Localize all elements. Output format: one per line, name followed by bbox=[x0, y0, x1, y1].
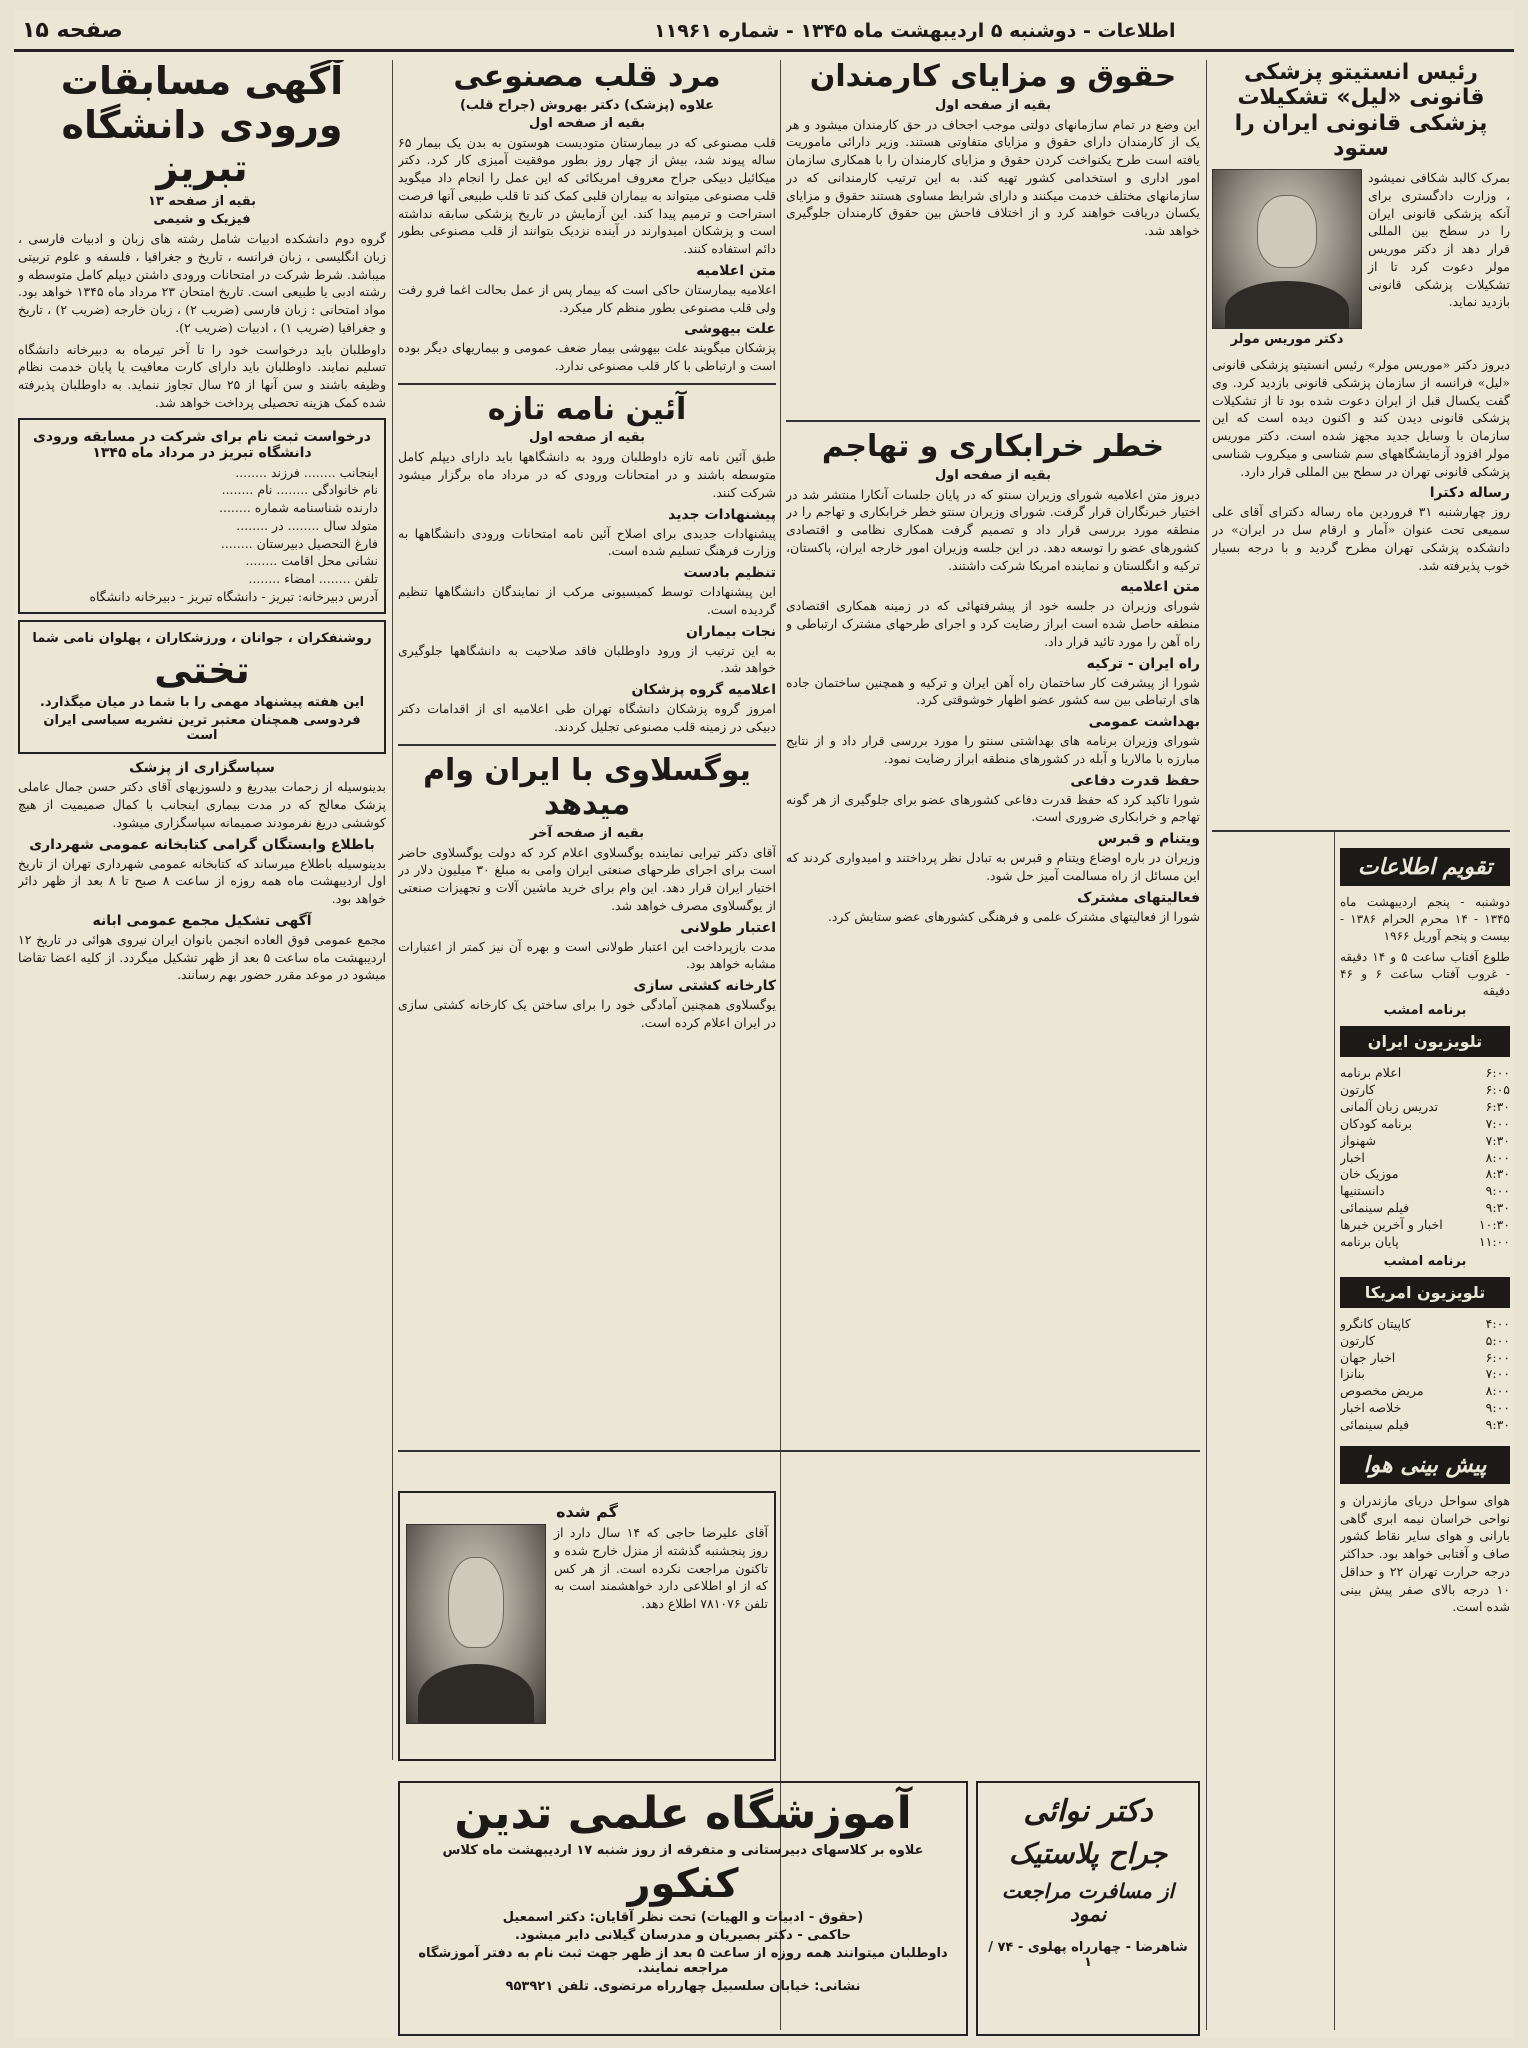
takhti-ad bbox=[18, 620, 386, 755]
byline: علاوه (پزشک) دکتر بهروش (جراح قلب) bbox=[459, 97, 715, 113]
notice-body: مجمع عمومی فوق العاده انجمن بانوان ایران نیروی هوائی در تاریخ ۱۲ اردیبهشت ماه ساعت ۵ بعد از ظهر تشکیل میگردد. از کلیه اعضا تقاضا میشود در موعد مقرر حضور بهم رسانند. bbox=[18, 931, 386, 983]
schedule-row bbox=[1340, 1116, 1510, 1133]
column-rule bbox=[1206, 60, 1207, 2030]
schedule-program: موزیک خان bbox=[1340, 1166, 1399, 1182]
schedule-row bbox=[1340, 1350, 1510, 1367]
konkur-line: (حقوق - ادبیات و الهیات) تحت نظر آقایان: دکتر اسمعیل bbox=[502, 1909, 864, 1925]
konkur-title: کنکور bbox=[627, 1860, 739, 1907]
article-body: یوگسلاوی همچنین آمادگی خود را برای ساختن یک کارخانه کشتی سازی در ایران اعلام کرده است. bbox=[398, 997, 776, 1030]
schedule-time: ۹:۳۰ bbox=[1485, 1200, 1510, 1216]
doctor-address: شاهرضا - چهارراه پهلوی - ۷۴ / ۱ bbox=[988, 1939, 1188, 1970]
article-body: قلب مصنوعی که در بیمارستان متودیست هوستون به بدن یک بیمار ۶۵ ساله پیوند شد، بیش از چهار روز بطور موفقیت آمیزی کار کرد. دکتر میکائیل دبیکی جراح معروف امریکائی که این عمل را انجام داد میگوید قلب مصنوعی میتواند به بیماران قلبی کمک کند تا قلب طبیعی آنها فرصت استراحت و ترمیم پیدا کند. این آزمایش در تاریخ پزشکی سابقه نداشته است و پزشکان امیدوارند در آینده نزدیک بتوانند از قلب مصنوعی بطور دائم استفاده کنند. bbox=[398, 134, 776, 256]
doctor-name: دکتر نوائی bbox=[1023, 1794, 1153, 1829]
article-body: امروز گروه پزشکان دانشگاه تهران طی اعلامیه ای از اقدامات دکتر دبیکی در زمینه قلب مصنوعی تجلیل کردند. bbox=[398, 701, 776, 734]
section-heading: رساله دکترا bbox=[1429, 485, 1510, 502]
photo-caption: دکتر موریس مولر bbox=[1230, 332, 1344, 348]
article-medical-institute bbox=[1212, 60, 1510, 860]
schedule-time: ۹:۰۰ bbox=[1485, 1183, 1510, 1199]
section-heading: سپاسگزاری از پزشک bbox=[129, 760, 275, 777]
article-body: وزیران در باره اوضاع ویتنام و قبرس به تبادل نظر پرداختند و امیدواری کردند که این مسائل از راه مسالمت آمیز حل شود. bbox=[786, 850, 1200, 883]
section-divider bbox=[786, 420, 1200, 422]
section-heading: بهداشت عمومی bbox=[1088, 714, 1200, 730]
masthead bbox=[14, 10, 1514, 52]
article-body: روز چهارشنبه ۳۱ فروردین ماه رساله دکترای آقای علی سمیعی تحت عنوان «آمار و ارقام سل در ایران» در دانشکده پزشکی تهران مطرح گردید و با درجه بسیار خوب پذیرفته شد. bbox=[1212, 504, 1510, 573]
schedule-time: ۶:۰۰ bbox=[1485, 1065, 1510, 1081]
continued-note: بقیه از صفحه اول bbox=[935, 97, 1051, 113]
lost-heading: گم شده bbox=[556, 1502, 618, 1521]
school-ad bbox=[398, 1781, 968, 2036]
section-heading: نجات بیماران bbox=[686, 623, 776, 640]
school-address: نشانی: خیابان سلسبیل چهارراه مرتضوی. تلفن ۹۵۳۹۲۱ bbox=[505, 1978, 861, 1994]
doctor-return: از مسافرت مراجعت نمود bbox=[1001, 1878, 1175, 1926]
section-divider bbox=[398, 383, 776, 385]
date-line: اطلاعات - دوشنبه ۵ اردیبهشت ماه ۱۳۴۵ - شماره ۱۱۹۶۱ bbox=[654, 20, 1176, 42]
schedule-program: کارتون bbox=[1340, 1082, 1375, 1098]
school-line: علاوه بر کلاسهای دبیرستانی و متفرقه از روز شنبه ۱۷ اردیبهشت ماه کلاس bbox=[442, 1842, 924, 1858]
section-heading: آگهی تشکیل مجمع عمومی ابانه bbox=[92, 912, 312, 929]
article-body: این وضع در تمام سازمانهای دولتی موجب اجحاف در حق کارمندان میشود و هر یک از کارمندان دارای حقوق و مزایای متفاوتی هستند. وزیر دارائی ماموریت یافته است طرح یکنواخت کردن حقوق و مزایای کارمندان را با همکاری سازمان امور اداری و استخدامی کشور تهیه کند. به این ترتیب کارمندانی که در سازمانهای مختلف خدمت میکنند و دارای شرایط مساوی هستند حقوق و مزایای یکسان دریافت خواهند کرد و از اختلاف فاحش بین حقوق کارمندان جلوگیری خواهد شد. bbox=[786, 116, 1200, 238]
continued-note: بقیه از صفحه آخر bbox=[529, 825, 645, 841]
tv-iran-label: تلویزیون ایران bbox=[1340, 1026, 1510, 1057]
article-salaries bbox=[786, 60, 1200, 460]
article-body: به این ترتیب از ورود داوطلبان فاقد صلاحیت به دانشگاهها جلوگیری خواهد شد. bbox=[398, 642, 776, 676]
continued-note: بقیه از صفحه اول bbox=[935, 467, 1051, 483]
form-line: اینجانب ........ فرزند ........ bbox=[235, 464, 378, 480]
lost-notice bbox=[398, 1485, 776, 1770]
schedule-row bbox=[1340, 1333, 1510, 1350]
section-heading: متن اعلامیه bbox=[1120, 579, 1200, 596]
ad-headline: آگهی مسابقات ورودی دانشگاه تبریز bbox=[60, 60, 344, 191]
article-body: شورا تاکید کرد که حفظ قدرت دفاعی کشورهای عضو برای جلوگیری از هر گونه تهاجم و خرابکاری ضروری است. bbox=[786, 791, 1200, 825]
article-body: این پیشنهادات توسط کمیسیونی مرکب از نمایندگان دانشگاهها تنظیم گردیده است. bbox=[398, 584, 776, 617]
schedule-program: کاپیتان کانگرو bbox=[1340, 1315, 1411, 1331]
schedule-program: پایان برنامه bbox=[1340, 1233, 1399, 1249]
weather-title: پیش بینی هوا bbox=[1340, 1446, 1510, 1484]
section-heading: حفظ قدرت دفاعی bbox=[1070, 772, 1200, 789]
schedule-row bbox=[1340, 1383, 1510, 1400]
schedule-row bbox=[1340, 1200, 1510, 1217]
schedule-time: ۶:۰۵ bbox=[1485, 1082, 1510, 1098]
schedule-program: فیلم سینمائی bbox=[1340, 1200, 1410, 1216]
ad-subhead: فیزیک و شیمی bbox=[153, 212, 251, 228]
doctor-title: جراح پلاستیک bbox=[1008, 1836, 1168, 1870]
schedule-row bbox=[1340, 1217, 1510, 1234]
form-line: نشانی محل اقامت ........ bbox=[245, 553, 378, 569]
schedule-row bbox=[1340, 1316, 1510, 1333]
section-heading: اعتبار طولانی bbox=[680, 919, 776, 936]
schedule-program: تدریس زبان آلمانی bbox=[1340, 1098, 1439, 1114]
article-body: شورا از پیشرفت کار ساختمان راه آهن ایران و ترکیه و همچنین ساختمان جاده های ارتباطی بین سه کشور عضو اظهار خوشوقتی کرد. bbox=[786, 674, 1200, 708]
form-note: آدرس دبیرخانه: تبریز - دانشگاه تبریز - دبیرخانه دانشگاه bbox=[89, 588, 378, 604]
section-divider bbox=[398, 744, 776, 746]
schedule-program: اعلام برنامه bbox=[1340, 1065, 1402, 1081]
schedule-row bbox=[1340, 1366, 1510, 1383]
section-divider bbox=[1212, 830, 1510, 832]
schedule-time: ۷:۰۰ bbox=[1485, 1115, 1510, 1131]
lost-body: آقای علیرضا حاجی که ۱۴ سال دارد از روز پنجشنبه گذشته از منزل خارج شده و تاکنون مراجعت نکرده است. از هر کس که از او اطلاعی دارد خواهشمند است به تلفن ۷۸۱۰۷۶ اطلاع دهد. bbox=[554, 1525, 768, 1611]
schedule-box bbox=[1340, 840, 1510, 2030]
schedule-row bbox=[1340, 1417, 1510, 1434]
schedule-row bbox=[1340, 1133, 1510, 1150]
form-line: فارغ التحصیل دبیرستان ........ bbox=[220, 535, 378, 551]
weather-body: هوای سواحل دریای مازندران و نواحی خراسان نیمه ابری گاهی بارانی و هوای سایر نقاط کشور صاف و آفتابی خواهد بود. حداکثر درجه حرارت تهران ۲۲ و حداقل ۱۰ درجه بالای صفر پیش بینی شده است. bbox=[1340, 1492, 1510, 1615]
registration-form bbox=[18, 418, 386, 614]
schedule-program: فیلم سینمائی bbox=[1340, 1417, 1410, 1433]
schedule-row bbox=[1340, 1082, 1510, 1099]
schedule-program: بنانزا bbox=[1340, 1366, 1365, 1382]
schedule-program: اخبار bbox=[1340, 1149, 1365, 1165]
article-body: شورا از فعالیتهای مشترک علمی و فرهنگی کشورهای عضو ستایش کرد. bbox=[827, 908, 1200, 924]
article-body: شورای وزیران در جلسه خود از پیشرفتهائی که در زمینه همکاری اقتصادی منطقه حاصل شده است ابراز رضایت کرد و اجرای طرحهای مشترک ارتباطی و راه آهن را مورد تائید قرار داد. bbox=[786, 598, 1200, 649]
article-headline: حقوق و مزایای کارمندان bbox=[809, 60, 1177, 94]
schedule-row bbox=[1340, 1099, 1510, 1116]
continued-note: بقیه از صفحه اول bbox=[529, 430, 645, 446]
konkur-line: حاکمی - دکتر بصیریان و مدرسان گیلانی دایر میشود. bbox=[515, 1927, 851, 1943]
schedule-program: اخبار جهان bbox=[1340, 1349, 1396, 1365]
article-body: دیروز دکتر «موریس مولر» رئیس انستیتو پزشکی قانونی «لیل» فرانسه از سازمان پزشکی قانونی بازدید کرد. وی گفت یکسال قبل از ایران دعوت شده بود تا از تشکیلات پزشکی قانونی دیدن کند و اکنون دیده است که این سازمان با وسایل جدید مجهز شده است. دکتر موریس مولر افزود آزمایشگاههای سم شناسی و میکروب شناسی پزشکی قانونی تهران در سطح بین المللی قرار دارد. bbox=[1212, 357, 1510, 479]
article-body: پیشنهادات جدیدی برای اصلاح آئین نامه امتحانات ورودی دانشگاهها به وزارت فرهنگ تسلیم شده است. bbox=[398, 525, 776, 559]
takhti-title: تختی bbox=[154, 647, 250, 692]
schedule-times: طلوع آفتاب ساعت ۵ و ۱۴ دقیقه - غروب آفتاب ساعت ۶ و ۴۶ دقیقه bbox=[1340, 950, 1510, 999]
tv-america-label: تلویزیون امریکا bbox=[1340, 1277, 1510, 1308]
column-rule bbox=[1334, 830, 1335, 2030]
section-divider bbox=[398, 1450, 1200, 1452]
section-heading: تنظیم بادست bbox=[683, 565, 776, 581]
schedule-program: دانستنیها bbox=[1340, 1183, 1385, 1199]
schedule-time: ۵:۰۰ bbox=[1485, 1332, 1510, 1348]
tv-america-list bbox=[1340, 1316, 1510, 1434]
section-heading: متن اعلامیه bbox=[696, 262, 776, 279]
schedule-program: کارتون bbox=[1340, 1332, 1375, 1348]
article-body: پزشکان میگویند علت بیهوشی بیمار ضعف عمومی و بیماریهای دیگر بوده است و ارتباطی با کار قلب مصنوعی ندارد. bbox=[398, 340, 776, 373]
konkur-line: داوطلبان میتوانند همه روزه از ساعت ۵ بعد از ظهر جهت ثبت نام به دفتر آموزشگاه مراجعه نمایند. bbox=[418, 1945, 948, 1976]
section-heading: ویتنام و قبرس bbox=[1097, 831, 1200, 847]
schedule-date: دوشنبه - پنجم اردیبهشت ماه ۱۳۴۵ - ۱۴ محرم الحرام ۱۳۸۶ - بیست و پنجم آوریل ۱۹۶۶ bbox=[1340, 895, 1510, 944]
article-headline: رئیس انستیتو پزشکی قانونی «لیل» تشکیلات پزشکی قانونی ایران را ستود bbox=[1234, 60, 1488, 161]
schedule-time: ۶:۰۰ bbox=[1485, 1349, 1510, 1365]
notice-body: بدینوسیله باطلاع میرساند که کتابخانه عمومی شهرداری تهران از تاریخ اول اردیبهشت ماه همه روزه از ساعت ۸ صبح تا ۸ بعد از ظهر دائر خواهد بود. bbox=[18, 855, 386, 906]
article-body: مدت بازپرداخت این اعتبار طولانی است و بهره آن نیز کمتر از اعتبارات مشابه خواهد بود. bbox=[398, 938, 776, 972]
section-heading: فعالیتهای مشترک bbox=[1077, 889, 1200, 906]
schedule-program: اخبار و آخرین خبرها bbox=[1340, 1217, 1443, 1233]
form-line: نام خانوادگی ........ نام ........ bbox=[221, 482, 378, 498]
article-intro: بمرک کالبد شکافی نمیشود ، وزارت دادگستری برای آنکه پزشکی قانونی ایران را در سطح بین المللی قرار دهد از دکتر موریس مولر دعوت کرد تا از تشکیلات پزشکی قانونی بازدید نماید. bbox=[1368, 170, 1510, 310]
notice-body: بدینوسیله از زحمات بیدریغ و دلسوزیهای آقای دکتر حسن جمال عاملی پزشک معالج که در مدت بیماری اینجانب با کمال صمیمیت از هیچ کوششی دریغ نفرمودند صمیمانه سپاسگزاری میشود. bbox=[18, 779, 386, 830]
article-body: آقای دکتر تیرایی نماینده یوگسلاوی اعلام کرد که دولت یوگسلاوی حاضر است برای اجرای طرحهای صنعتی ایران وامی به مبلغ ۳۰ میلیون دلار در اختیار ایران قرار دهد. این وام برای خرید ماشین آلات و تجهیزات صنعتی از یوگسلاوی مصرف خواهد شد. bbox=[398, 844, 776, 913]
portrait-photo bbox=[1212, 169, 1362, 329]
article-artificial-heart bbox=[398, 60, 776, 1480]
article-body: اعلامیه بیمارستان حاکی است که بیمار پس از عمل بحالت اغما فرو رفت ولی قلب مصنوعی بطور منظم کار میکرد. bbox=[398, 281, 776, 315]
schedule-time: ۸:۳۰ bbox=[1485, 1166, 1510, 1182]
schedule-program: مریض مخصوص bbox=[1340, 1383, 1424, 1399]
schedule-row bbox=[1340, 1166, 1510, 1183]
form-line: تلفن ........ امضاء ........ bbox=[248, 571, 378, 587]
schedule-row bbox=[1340, 1400, 1510, 1417]
article-headline: خطر خرابکاری و تهاجم bbox=[821, 430, 1165, 464]
column-rule bbox=[392, 60, 393, 1760]
section-heading: باطلاع وابستگان گرامی کتابخانه عمومی شهرداری bbox=[29, 836, 375, 853]
article-body: طبق آئین نامه تازه داوطلبان ورود به دانشگاهها باید دارای دیپلم کامل متوسطه باشند و در امتحانات ورودی که در مرداد ماه برگزار میشود شرکت کنند. bbox=[398, 449, 776, 500]
section-heading: راه ایران - ترکیه bbox=[1086, 655, 1200, 672]
schedule-program: خلاصه اخبار bbox=[1340, 1400, 1402, 1416]
schedule-title: تقویم اطلاعات bbox=[1340, 848, 1510, 886]
article-headline: آئین نامه تازه bbox=[487, 391, 687, 427]
section-heading: اعلامیه گروه پزشکان bbox=[631, 682, 776, 698]
tabriz-university-ad bbox=[18, 60, 386, 1850]
schedule-program: شهنواز bbox=[1340, 1132, 1376, 1148]
schedule-time: ۸:۰۰ bbox=[1485, 1149, 1510, 1165]
schedule-program: برنامه کودکان bbox=[1340, 1115, 1412, 1131]
newspaper-page bbox=[14, 10, 1514, 2038]
schedule-time: ۷:۰۰ bbox=[1485, 1366, 1510, 1382]
schedule-subtitle: برنامه امشب bbox=[1383, 1253, 1467, 1269]
form-title: درخواست ثبت نام برای شرکت در مسابقه ورودی دانشگاه تبریز در مرداد ماه ۱۳۴۵ bbox=[33, 428, 371, 461]
section-heading: علت بیهوشی bbox=[684, 321, 776, 338]
schedule-row bbox=[1340, 1234, 1510, 1251]
form-lines bbox=[26, 464, 378, 588]
doctor-ad bbox=[976, 1781, 1200, 2036]
takhti-subline: فردوسی همچنان معتبر ترین نشریه سیاسی ایران است bbox=[43, 713, 361, 744]
form-line: متولد سال ........ در ........ bbox=[236, 517, 378, 533]
continued-note: بقیه از صفحه ۱۳ bbox=[148, 194, 256, 210]
schedule-subtitle: برنامه امشب bbox=[1383, 1003, 1467, 1019]
page-number: صفحه ۱۵ bbox=[22, 18, 123, 43]
schedule-time: ۹:۰۰ bbox=[1485, 1400, 1510, 1416]
section-heading: کارخانه کشتی سازی bbox=[633, 978, 776, 994]
column-rule bbox=[780, 60, 781, 2030]
ad-body: داوطلبان باید درخواست خود را تا آخر تیرماه به دبیرخانه دانشگاه تسلیم نمایند. داوطلبان باید دارای کارت معافیت یا پایان خدمت نظام وظیفه باشند و سن آنها از ۲۵ سال تجاوز ننماید. به داوطلبان پذیرفته شده کمک هزینه تحصیلی پرداخت خواهد شد. bbox=[18, 341, 386, 410]
article-headline: مرد قلب مصنوعی bbox=[453, 60, 721, 94]
section-heading: پیشنهادات جدید bbox=[668, 506, 776, 523]
takhti-subline: این هفته پیشنهاد مهمی را با شما در میان میگذارد. bbox=[39, 695, 365, 711]
article-body: شورای وزیران برنامه های بهداشتی سنتو را مورد بررسی قرار داد و از نتایج مبارزه با مالاریا و آبله در کشورهای منطقه ابراز رضایت نمود. bbox=[786, 733, 1200, 766]
continued-note: بقیه از صفحه اول bbox=[529, 115, 645, 131]
schedule-time: ۱۰:۳۰ bbox=[1478, 1217, 1510, 1233]
article-body: دیروز متن اعلامیه شورای وزیران سنتو که در پایان جلسات آنکارا منتشر شد در اختیار خبرنگاران قرار گرفت. شورای وزیران سنتو خطر خرابکاری و تهاجم را در منطقه مورد بررسی قرار داد و تصمیم گرفت همکاری نظامی و اقتصادی کشورهای عضو را توسعه دهد. در این جلسه وزیران امور خارجه ایران، پاکستان، ترکیه و انگلستان و نماینده امریکا شرکت داشتند. bbox=[786, 486, 1200, 573]
strip-line: روشنفکران ، جوانان ، ورزشکاران ، پهلوان نامی شما bbox=[32, 630, 372, 646]
schedule-time: ۹:۳۰ bbox=[1485, 1417, 1510, 1433]
article-headline: یوگسلاوی با ایران وام میدهد bbox=[423, 752, 751, 822]
schedule-time: ۷:۳۰ bbox=[1485, 1132, 1510, 1148]
schedule-row bbox=[1340, 1150, 1510, 1167]
ad-body: گروه دوم دانشکده ادبیات شامل رشته های زبان و ادبیات فارسی ، زبان انگلیسی ، زبان فرانسه ، تاریخ و جغرافیا ، فلسفه و علوم تربیتی میباشد. شرط شرکت در امتحانات ورودی داشتن دیپلم کامل متوسطه و رشته ادبی یا طبیعی است. تاریخ امتحان ۲۳ مرداد ماه ۱۳۴۵ خواهد بود. مواد امتحانی : زبان فارسی (ضریب ۲) ، زبان خارجه (ضریب ۲) ، تاریخ و جغرافیا (ضریب ۱) ، ادبیات (ضریب ۲). bbox=[18, 231, 386, 335]
lost-person-photo bbox=[406, 1524, 546, 1724]
schedule-time: ۴:۰۰ bbox=[1485, 1315, 1510, 1331]
schedule-time: ۶:۳۰ bbox=[1485, 1098, 1510, 1114]
school-title: آموزشگاه علمی تدین bbox=[454, 1788, 912, 1839]
form-line: دارنده شناسنامه شماره ........ bbox=[219, 500, 378, 516]
tv-iran-list bbox=[1340, 1065, 1510, 1251]
schedule-row bbox=[1340, 1183, 1510, 1200]
schedule-time: ۱۱:۰۰ bbox=[1478, 1233, 1510, 1249]
schedule-time: ۸:۰۰ bbox=[1485, 1383, 1510, 1399]
schedule-row bbox=[1340, 1065, 1510, 1082]
